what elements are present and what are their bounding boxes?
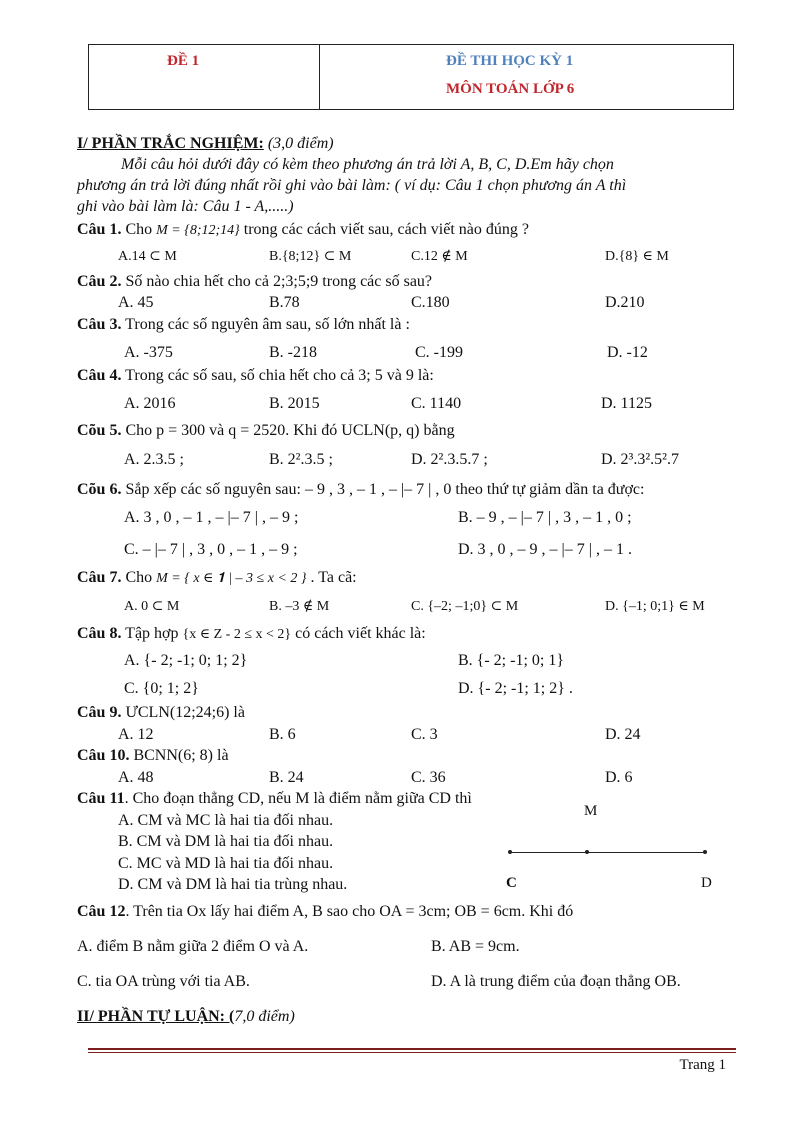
q4-option-b: B. 2015 [269, 395, 320, 412]
q10-text: BCNN(6; 8) là [133, 747, 229, 764]
q3-option-a: A. -375 [124, 344, 173, 361]
q12-option-a: A. điểm B nằm giữa 2 điểm O và A. [77, 938, 309, 955]
q11-option-c: C. MC và MD là hai tia đối nhau. [118, 855, 334, 872]
q6-label: Cõu 6. [77, 481, 122, 498]
q1-text-2: trong các cách viết sau, cách viết nào đúng ? [243, 221, 529, 238]
header-table [88, 44, 734, 110]
q8-math: {x ∈ Z - 2 ≤ x < 2} [182, 627, 292, 642]
q9-label: Câu 9. [77, 704, 122, 721]
q1-math: M = {8;12;14} [156, 223, 240, 238]
q9-option-b: B. 6 [269, 726, 296, 743]
q2-option-c: C.180 [411, 294, 450, 311]
q1-option-d: D.{8} ∈ M [605, 249, 669, 264]
q7-math: M = { x ∈ 𝟏 | – 3 ≤ x < 2 } [156, 571, 307, 586]
q6-option-b: B. – 9 , – |– 7 | , 3 , – 1 , 0 ; [458, 509, 632, 526]
part1-points: (3,0 điểm) [267, 135, 334, 152]
point-d [703, 850, 707, 854]
q11-label: Câu 11 [77, 790, 125, 807]
question-1 [77, 221, 529, 239]
intro-line-1: Mỗi câu hỏi dưới đây có kèm theo phương án trả lời A, B, C, D.Em hãy chọn [121, 156, 614, 173]
q1-option-a: A.14 ⊂ M [118, 249, 177, 264]
q4-label: Câu 4. [77, 367, 122, 384]
q6-text-2: theo thứ tự giảm dần ta được: [455, 481, 645, 498]
q8-option-a: A. {- 2; -1; 0; 1; 2} [124, 652, 248, 669]
q11-option-d: D. CM và DM là hai tia trùng nhau. [118, 876, 348, 893]
q8-label: Câu 8. [77, 625, 122, 642]
question-6 [77, 481, 644, 499]
figure-label-d: D [701, 875, 712, 891]
q7-text-2: . Ta cã: [310, 569, 357, 586]
q5-option-b: B. 2².3.5 ; [269, 451, 333, 468]
q3-text: Trong các số nguyên âm sau, số lớn nhất là : [125, 316, 410, 333]
q2-option-b: B.78 [269, 294, 300, 311]
q8-text-2: có cách viết khác là: [295, 625, 426, 642]
point-c [508, 850, 512, 854]
part1-title: I/ PHẦN TRẮC NGHIỆM: [77, 135, 264, 152]
q10-option-d: D. 6 [605, 769, 633, 786]
q11-option-b: B. CM và DM là hai tia đối nhau. [118, 833, 334, 850]
question-12 [77, 903, 573, 921]
q6-math: – 9 , 3 , – 1 , – |– 7 | , 0 [304, 481, 452, 498]
q2-option-d: D.210 [605, 294, 645, 311]
question-7 [77, 569, 357, 587]
segment-cd [510, 852, 706, 853]
question-2 [77, 273, 432, 291]
q5-option-d: D. 2³.3².5².7 [601, 451, 679, 468]
q9-option-a: A. 12 [118, 726, 154, 743]
q1-option-b: B.{8;12} ⊂ M [269, 249, 352, 264]
q3-option-b: B. -218 [269, 344, 317, 361]
q11-text: . Cho đoạn thẳng CD, nếu M là điểm nằm giữa CD thì [124, 790, 472, 807]
q10-option-a: A. 48 [118, 769, 154, 786]
question-9 [77, 704, 245, 722]
q12-option-c: C. tia OA trùng với tia AB. [77, 973, 250, 990]
q8-option-b: B. {- 2; -1; 0; 1} [458, 652, 565, 669]
footer-rule-thick [88, 1048, 736, 1050]
question-3 [77, 316, 410, 334]
question-5 [77, 422, 455, 440]
intro-line-3: ghi vào bài làm là: Câu 1 - A,.....) [77, 198, 294, 215]
q12-option-d: D. A là trung điểm của đoạn thẳng OB. [431, 973, 681, 990]
q8-text: Tập hợp [125, 625, 179, 642]
q9-option-c: C. 3 [411, 726, 438, 743]
q2-text: Số nào chia hết cho cả 2;3;5;9 trong các số sau? [125, 273, 433, 290]
q7-label: Câu 7. [77, 569, 122, 586]
q7-option-b: B. –3 ∉ M [269, 599, 330, 614]
q6-text: Sắp xếp các số nguyên sau: [125, 481, 301, 498]
q10-option-b: B. 24 [269, 769, 304, 786]
q12-text: . Trên tia Ox lấy hai điểm A, B sao cho OA = 3cm; OB = 6cm. Khi đó [125, 903, 574, 920]
question-8 [77, 625, 426, 643]
header-left-cell [89, 45, 320, 109]
q5-text: Cho p = 300 và q = 2520. Khi đó UCLN(p, q) bằng [125, 422, 455, 439]
exam-number: ĐỀ 1 [167, 53, 200, 69]
question-10 [77, 747, 229, 765]
q9-option-d: D. 24 [605, 726, 641, 743]
q8-option-c: C. {0; 1; 2} [124, 680, 199, 697]
part1-heading [77, 135, 334, 153]
q1-label: Câu 1. [77, 221, 122, 238]
q4-option-d: D. 1125 [601, 395, 652, 412]
q3-label: Câu 3. [77, 316, 122, 333]
q3-option-c: C. -199 [415, 344, 463, 361]
q7-text: Cho [125, 569, 153, 586]
q11-option-a: A. CM và MC là hai tia đối nhau. [118, 812, 334, 829]
q6-option-c: C. – |– 7 | , 3 , 0 , – 1 , – 9 ; [124, 541, 298, 558]
q6-option-a: A. 3 , 0 , – 1 , – |– 7 | , – 9 ; [124, 509, 299, 526]
q9-text: ƯCLN(12;24;6) là [125, 704, 245, 721]
question-4 [77, 367, 434, 385]
q3-option-d: D. -12 [607, 344, 648, 361]
q5-option-c: D. 2².3.5.7 ; [411, 451, 488, 468]
q7-option-a: A. 0 ⊂ M [124, 599, 180, 614]
exam-title: ĐỀ THI HỌC KỲ 1 [446, 53, 574, 69]
q5-option-a: A. 2.3.5 ; [124, 451, 184, 468]
figure-label-c: C [506, 875, 517, 891]
part2-points: 7,0 điểm) [234, 1008, 295, 1025]
q8-option-d: D. {- 2; -1; 1; 2} . [458, 680, 573, 697]
part2-title: II/ PHẦN TỰ LUẬN: ( [77, 1008, 235, 1025]
q10-option-c: C. 36 [411, 769, 446, 786]
page-number: Trang 1 [679, 1057, 726, 1073]
q4-option-a: A. 2016 [124, 395, 176, 412]
footer-rule-thin [88, 1052, 736, 1053]
q2-option-a: A. 45 [118, 294, 154, 311]
point-m [585, 850, 589, 854]
q1-text: Cho [125, 221, 153, 238]
q7-option-d: D. {–1; 0;1} ∈ M [605, 599, 705, 614]
q6-option-d: D. 3 , 0 , – 9 , – |– 7 | , – 1 . [458, 541, 632, 558]
q5-label: Cõu 5. [77, 422, 122, 439]
q12-label: Câu 12 [77, 903, 126, 920]
question-11 [77, 790, 472, 808]
figure-label-m: M [584, 803, 598, 819]
q12-option-b: B. AB = 9cm. [431, 938, 520, 955]
q2-label: Câu 2. [77, 273, 122, 290]
q4-text: Trong các số sau, số chia hết cho cả 3; 5 và 9 là: [125, 367, 434, 384]
intro-line-2: phương án trả lời đúng nhất rồi ghi vào bài làm: ( ví dụ: Câu 1 chọn phương án A thì [77, 177, 627, 194]
q4-option-c: C. 1140 [411, 395, 462, 412]
part2-heading [77, 1008, 295, 1026]
exam-subject: MÔN TOÁN LỚP 6 [446, 81, 575, 97]
q10-label: Câu 10. [77, 747, 130, 764]
q1-option-c: C.12 ∉ M [411, 249, 468, 264]
q7-option-c: C. {–2; –1;0} ⊂ M [411, 599, 519, 614]
